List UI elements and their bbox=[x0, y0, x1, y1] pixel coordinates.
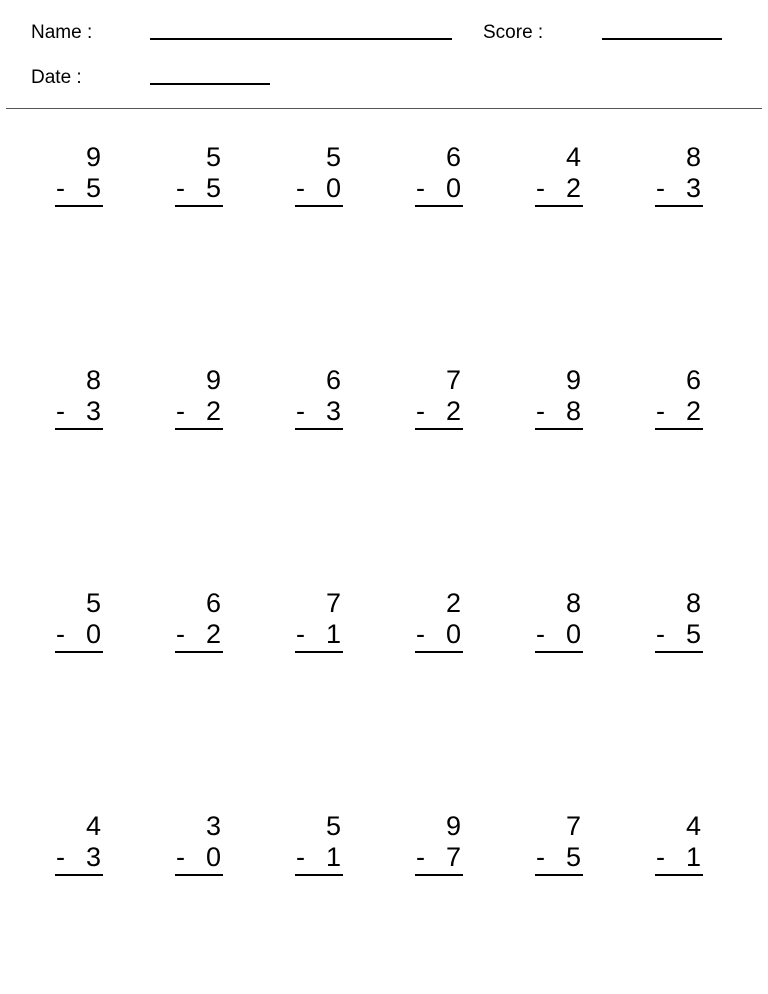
minuend: 5 bbox=[325, 142, 341, 172]
answer-line[interactable] bbox=[535, 428, 583, 430]
minus-sign: - bbox=[296, 842, 305, 872]
minus-sign: - bbox=[296, 173, 305, 203]
score-field-line[interactable] bbox=[602, 38, 722, 40]
subtrahend: 3 bbox=[85, 842, 101, 872]
minus-sign: - bbox=[56, 619, 65, 649]
subtrahend: 5 bbox=[565, 842, 581, 872]
subtraction-problem bbox=[415, 812, 463, 876]
subtrahend: 1 bbox=[325, 619, 341, 649]
answer-line[interactable] bbox=[55, 874, 103, 876]
minus-sign: - bbox=[176, 396, 185, 426]
answer-line[interactable] bbox=[655, 874, 703, 876]
subtrahend: 2 bbox=[205, 396, 221, 426]
subtrahend: 7 bbox=[445, 842, 461, 872]
answer-line[interactable] bbox=[175, 428, 223, 430]
answer-line[interactable] bbox=[655, 651, 703, 653]
minuend: 8 bbox=[565, 588, 581, 618]
minus-sign: - bbox=[176, 173, 185, 203]
minuend: 5 bbox=[85, 588, 101, 618]
minuend: 6 bbox=[205, 588, 221, 618]
subtrahend: 5 bbox=[685, 619, 701, 649]
minuend: 5 bbox=[205, 142, 221, 172]
minus-sign: - bbox=[536, 396, 545, 426]
date-label: Date : bbox=[31, 67, 82, 88]
subtraction-problem bbox=[535, 589, 583, 653]
subtrahend: 5 bbox=[85, 173, 101, 203]
answer-line[interactable] bbox=[55, 428, 103, 430]
subtrahend: 3 bbox=[325, 396, 341, 426]
date-field-line[interactable] bbox=[150, 83, 270, 85]
name-field-line[interactable] bbox=[150, 38, 452, 40]
minuend: 2 bbox=[445, 588, 461, 618]
minuend: 8 bbox=[685, 588, 701, 618]
subtraction-problem bbox=[55, 143, 103, 207]
subtraction-problem bbox=[655, 812, 703, 876]
subtraction-problem bbox=[55, 366, 103, 430]
answer-line[interactable] bbox=[295, 874, 343, 876]
answer-line[interactable] bbox=[655, 205, 703, 207]
subtrahend: 3 bbox=[685, 173, 701, 203]
subtraction-problem bbox=[55, 589, 103, 653]
minus-sign: - bbox=[56, 842, 65, 872]
subtrahend: 8 bbox=[565, 396, 581, 426]
minuend: 3 bbox=[205, 811, 221, 841]
minus-sign: - bbox=[536, 173, 545, 203]
subtraction-problem bbox=[535, 366, 583, 430]
subtraction-problem bbox=[655, 589, 703, 653]
minuend: 8 bbox=[85, 365, 101, 395]
minus-sign: - bbox=[536, 842, 545, 872]
minus-sign: - bbox=[56, 396, 65, 426]
minuend: 6 bbox=[445, 142, 461, 172]
subtrahend: 0 bbox=[205, 842, 221, 872]
answer-line[interactable] bbox=[295, 651, 343, 653]
subtraction-problem bbox=[655, 366, 703, 430]
minuend: 7 bbox=[565, 811, 581, 841]
subtrahend: 2 bbox=[685, 396, 701, 426]
score-label: Score : bbox=[483, 22, 544, 43]
subtraction-problem bbox=[175, 589, 223, 653]
name-label: Name : bbox=[31, 22, 93, 43]
subtrahend: 2 bbox=[445, 396, 461, 426]
minus-sign: - bbox=[56, 173, 65, 203]
subtraction-problem bbox=[655, 143, 703, 207]
answer-line[interactable] bbox=[175, 874, 223, 876]
minus-sign: - bbox=[656, 842, 665, 872]
subtrahend: 3 bbox=[85, 396, 101, 426]
subtrahend: 2 bbox=[565, 173, 581, 203]
subtraction-problem bbox=[175, 143, 223, 207]
answer-line[interactable] bbox=[175, 205, 223, 207]
minuend: 6 bbox=[685, 365, 701, 395]
answer-line[interactable] bbox=[415, 651, 463, 653]
subtrahend: 0 bbox=[445, 173, 461, 203]
minus-sign: - bbox=[416, 619, 425, 649]
minus-sign: - bbox=[536, 619, 545, 649]
answer-line[interactable] bbox=[295, 428, 343, 430]
subtraction-problem bbox=[175, 812, 223, 876]
answer-line[interactable] bbox=[295, 205, 343, 207]
subtraction-problem bbox=[295, 143, 343, 207]
answer-line[interactable] bbox=[535, 874, 583, 876]
subtraction-problem bbox=[175, 366, 223, 430]
minus-sign: - bbox=[176, 842, 185, 872]
answer-line[interactable] bbox=[415, 428, 463, 430]
subtrahend: 0 bbox=[85, 619, 101, 649]
minuend: 4 bbox=[85, 811, 101, 841]
minus-sign: - bbox=[176, 619, 185, 649]
subtraction-problem bbox=[415, 143, 463, 207]
minuend: 8 bbox=[685, 142, 701, 172]
minus-sign: - bbox=[296, 396, 305, 426]
answer-line[interactable] bbox=[535, 205, 583, 207]
subtraction-problem bbox=[415, 589, 463, 653]
subtraction-problem bbox=[55, 812, 103, 876]
minuend: 9 bbox=[445, 811, 461, 841]
minuend: 6 bbox=[325, 365, 341, 395]
minus-sign: - bbox=[656, 619, 665, 649]
subtrahend: 1 bbox=[685, 842, 701, 872]
subtrahend: 1 bbox=[325, 842, 341, 872]
subtraction-problem bbox=[295, 812, 343, 876]
subtrahend: 0 bbox=[325, 173, 341, 203]
minus-sign: - bbox=[656, 396, 665, 426]
minuend: 9 bbox=[85, 142, 101, 172]
answer-line[interactable] bbox=[655, 428, 703, 430]
minus-sign: - bbox=[416, 173, 425, 203]
minuend: 9 bbox=[565, 365, 581, 395]
minus-sign: - bbox=[296, 619, 305, 649]
answer-line[interactable] bbox=[415, 874, 463, 876]
minuend: 4 bbox=[565, 142, 581, 172]
answer-line[interactable] bbox=[175, 651, 223, 653]
answer-line[interactable] bbox=[535, 651, 583, 653]
subtrahend: 0 bbox=[445, 619, 461, 649]
minus-sign: - bbox=[416, 396, 425, 426]
subtraction-problem bbox=[535, 143, 583, 207]
answer-line[interactable] bbox=[55, 205, 103, 207]
minuend: 7 bbox=[445, 365, 461, 395]
minus-sign: - bbox=[416, 842, 425, 872]
minuend: 7 bbox=[325, 588, 341, 618]
answer-line[interactable] bbox=[55, 651, 103, 653]
subtraction-problem bbox=[535, 812, 583, 876]
subtraction-problem bbox=[415, 366, 463, 430]
minuend: 9 bbox=[205, 365, 221, 395]
header-divider bbox=[6, 108, 762, 109]
answer-line[interactable] bbox=[415, 205, 463, 207]
subtrahend: 2 bbox=[205, 619, 221, 649]
subtrahend: 5 bbox=[205, 173, 221, 203]
minus-sign: - bbox=[656, 173, 665, 203]
minuend: 4 bbox=[685, 811, 701, 841]
minuend: 5 bbox=[325, 811, 341, 841]
subtraction-problem bbox=[295, 366, 343, 430]
subtrahend: 0 bbox=[565, 619, 581, 649]
subtraction-problem bbox=[295, 589, 343, 653]
